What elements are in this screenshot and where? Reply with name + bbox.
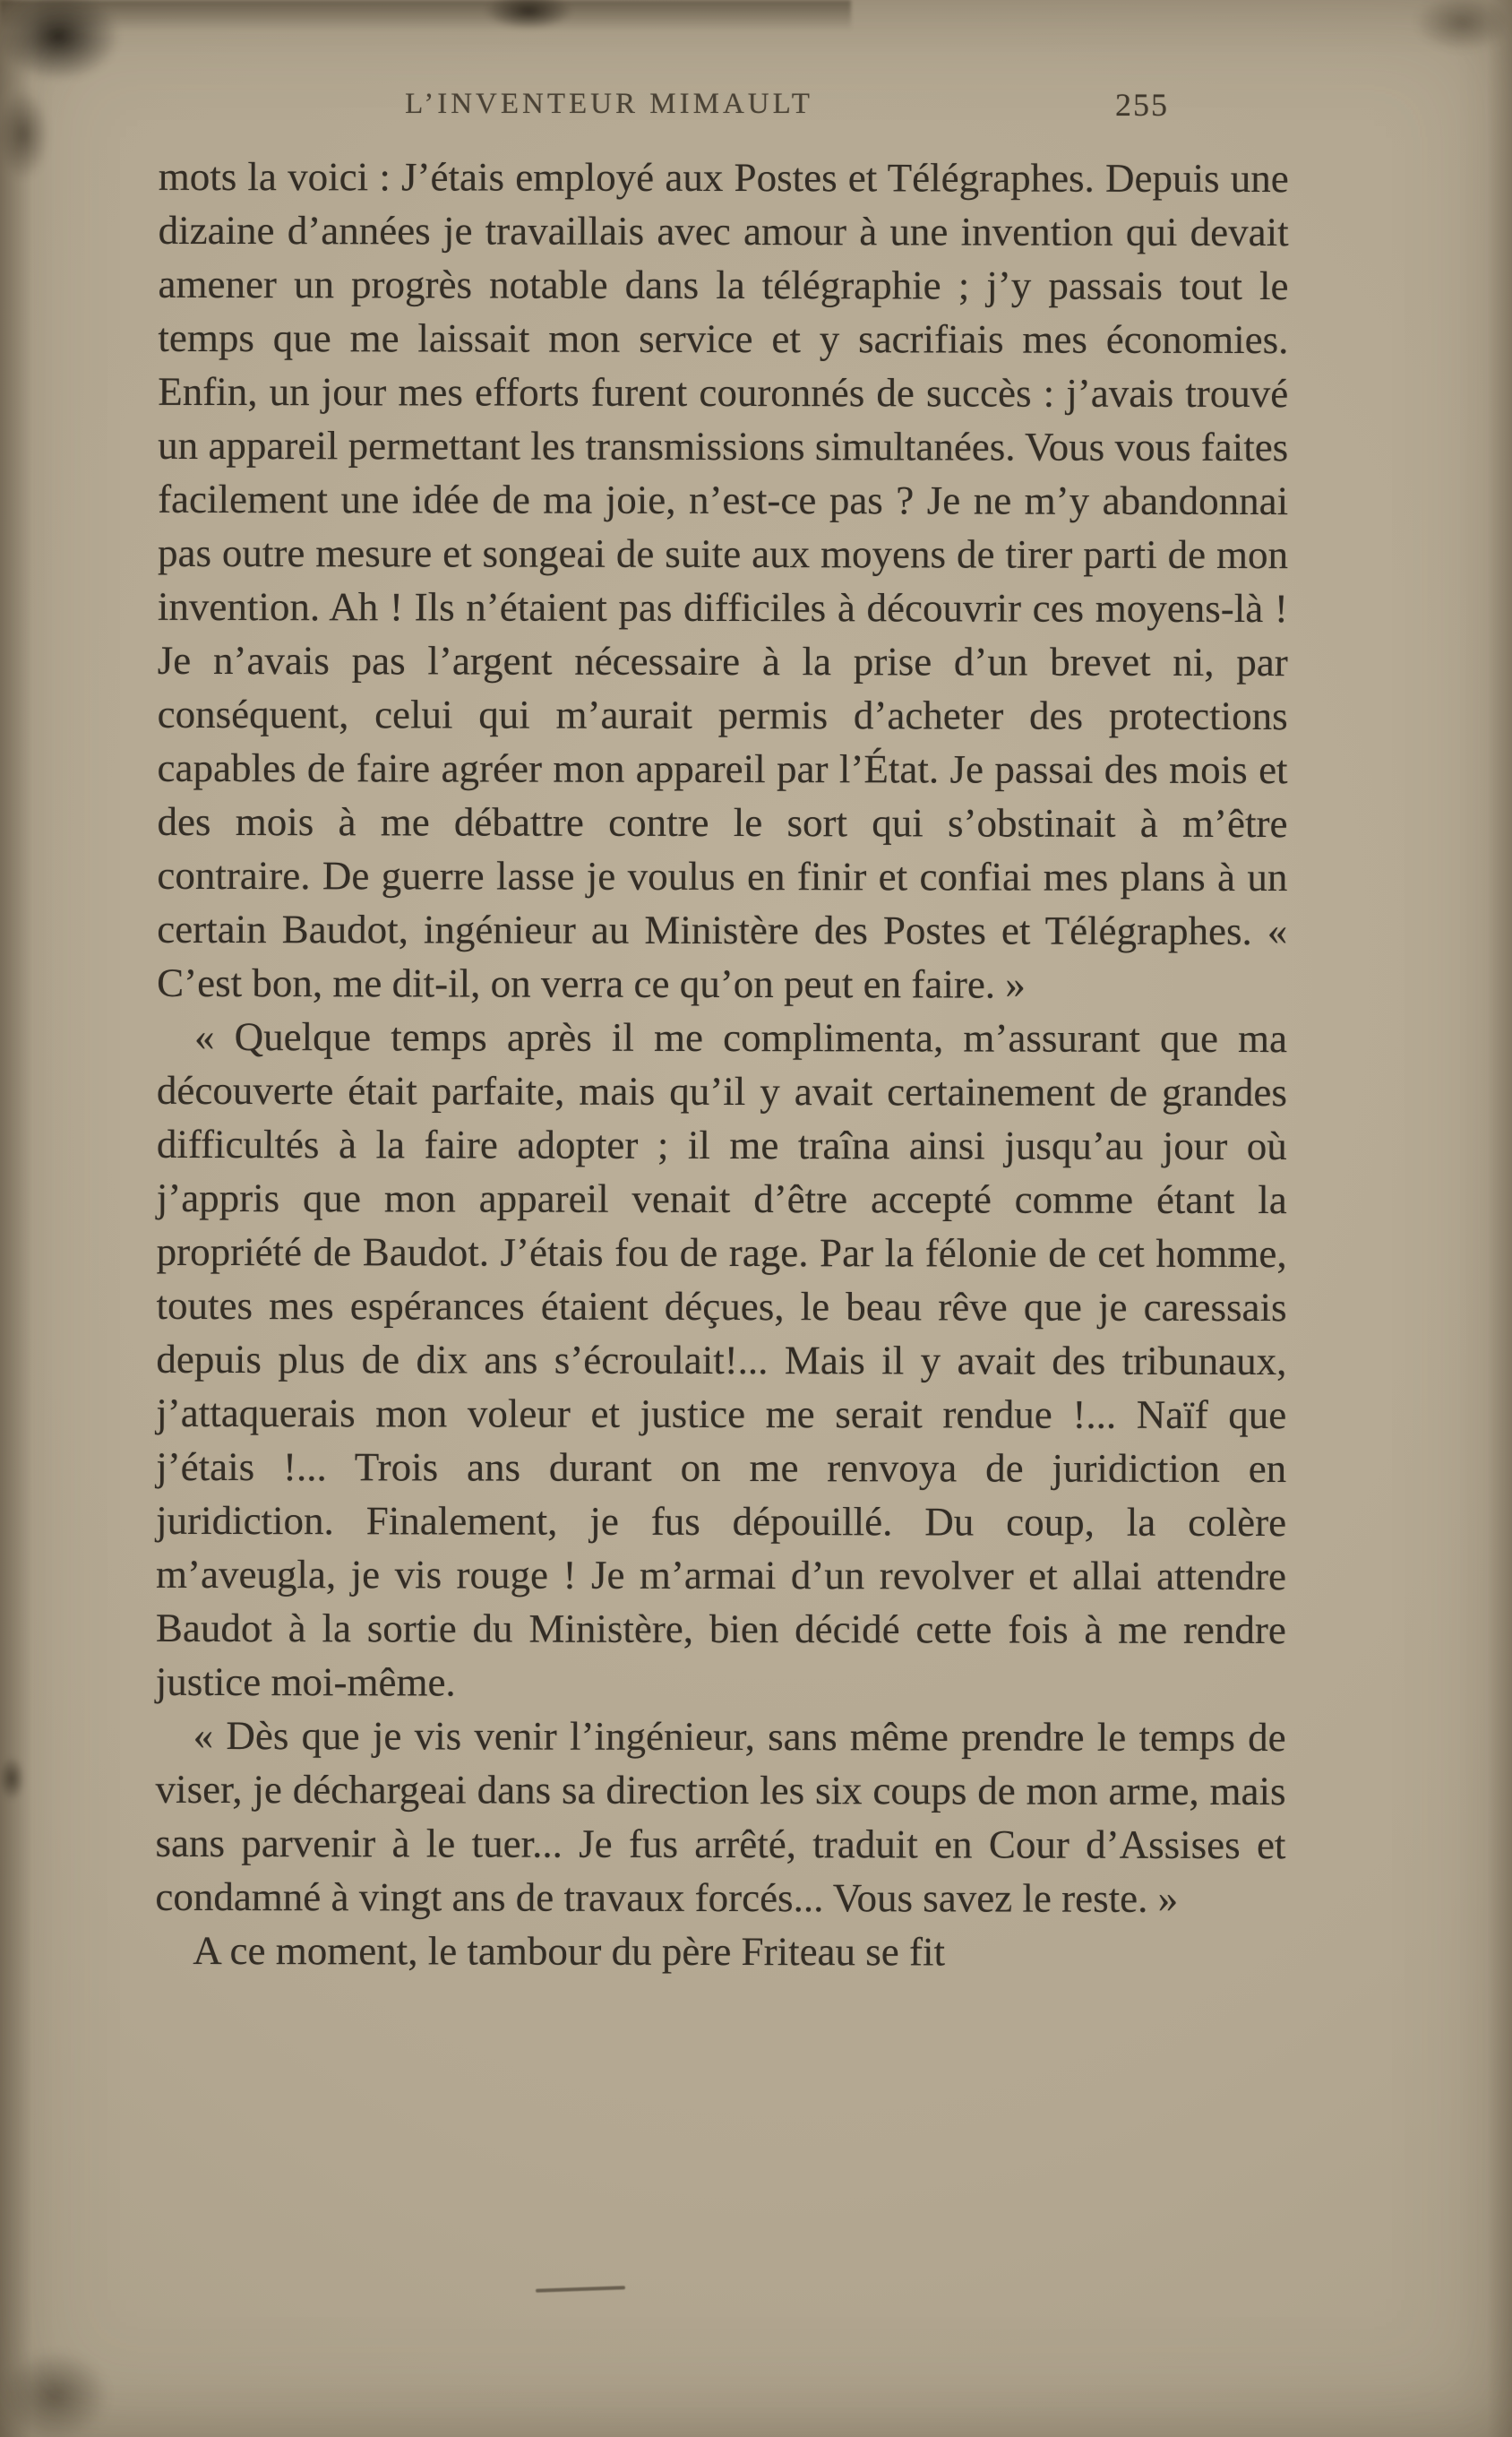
paper-stain <box>0 2333 131 2437</box>
running-title: L’INVENTEUR MIMAULT <box>405 88 813 120</box>
paper-stain <box>0 0 851 30</box>
page-number: 255 <box>1115 87 1169 123</box>
paragraph-continuation: mots la voici : J’étais employé aux Postes et Télégraphes. Depuis une dizaine d’années je travaillais avec amour à une invention qui devait amener un progrès notable dans la télégraphie ; j’y passais tout le temps que me laissait mon service et y sacrifiais mes économies. Enfin, un jour mes efforts furent couronnés de succès : j’avais trouvé un appareil permettant les transmissions simultanées. Vous vous faites facilement une idée de ma joie, n’est-ce pas ? Je ne m’y abandonnai pas outre mesure et songeai de suite aux moyens de tirer parti de mon invention. Ah ! Ils n’étaient pas difficiles à découvrir ces moyens-là ! Je n’avais pas l’argent nécessaire à la prise d’un brevet ni, par conséquent, celui qui m’aurait permis d’acheter des protections capables de faire agréer mon appareil par l’État. Je passai des mois et des mois à me débattre contre le sort qui s’obstinait à m’être contraire. De guerre lasse je voulus en finir et confiai mes plans à un certain Baudot, ingénieur au Ministère des Postes et Télégraphes. « C’est bon, me dit-il, on verra ce qu’on peut en faire. » <box>157 153 1289 1007</box>
paper-stain <box>1396 0 1512 63</box>
paragraph-last-line: A ce moment, le tambour du père Friteau se fit <box>193 1927 946 1975</box>
ink-mark <box>536 2286 625 2292</box>
paper-stain <box>0 1747 30 1810</box>
text-block <box>155 150 1289 1979</box>
paragraph: « Quelque temps après il me complimenta, m’assurant que ma découverte était parfaite, mais qu’il y avait certainement de grandes difficultés à la faire adopter ; il me traîna ainsi jusqu’au jour où j’appris que mon appareil venait d’être accepté comme étant la propriété de Baudot. J’étais fou de rage. Par la félonie de cet homme, toutes mes espérances étaient déçues, le beau rêve que je caressais depuis plus de dix ans s’écroulait!... Mais il y avait des tribunaux, j’attaquerais mon voleur et justice me serait rendue !... Naïf que j’étais !... Trois ans durant on me renvoya de juridiction en juridiction. Finalement, je fus dépouillé. Du coup, la colère m’aveugla, je vis rouge ! Je m’armai d’un revolver et allai attendre Baudot à la sortie du Ministère, bien décidé cette fois à me rendre justice moi-même. <box>155 1013 1288 1705</box>
paper-stain <box>1487 0 1512 2437</box>
paper-stain <box>0 0 143 99</box>
paper-stain <box>0 72 59 197</box>
paper-stain <box>0 0 32 2437</box>
paper-stain <box>466 0 591 38</box>
paragraph: « Dès que je vis venir l’ingénieur, sans même prendre le temps de viser, je déchargeai dans sa direction les six coups de mon arme, mais sans parvenir à le tuer... Je fus arrêté, traduit en Cour d’Assises et condamné à vingt ans de travaux forcés... Vous savez le reste. » <box>155 1712 1286 1921</box>
page-header <box>157 88 1285 134</box>
